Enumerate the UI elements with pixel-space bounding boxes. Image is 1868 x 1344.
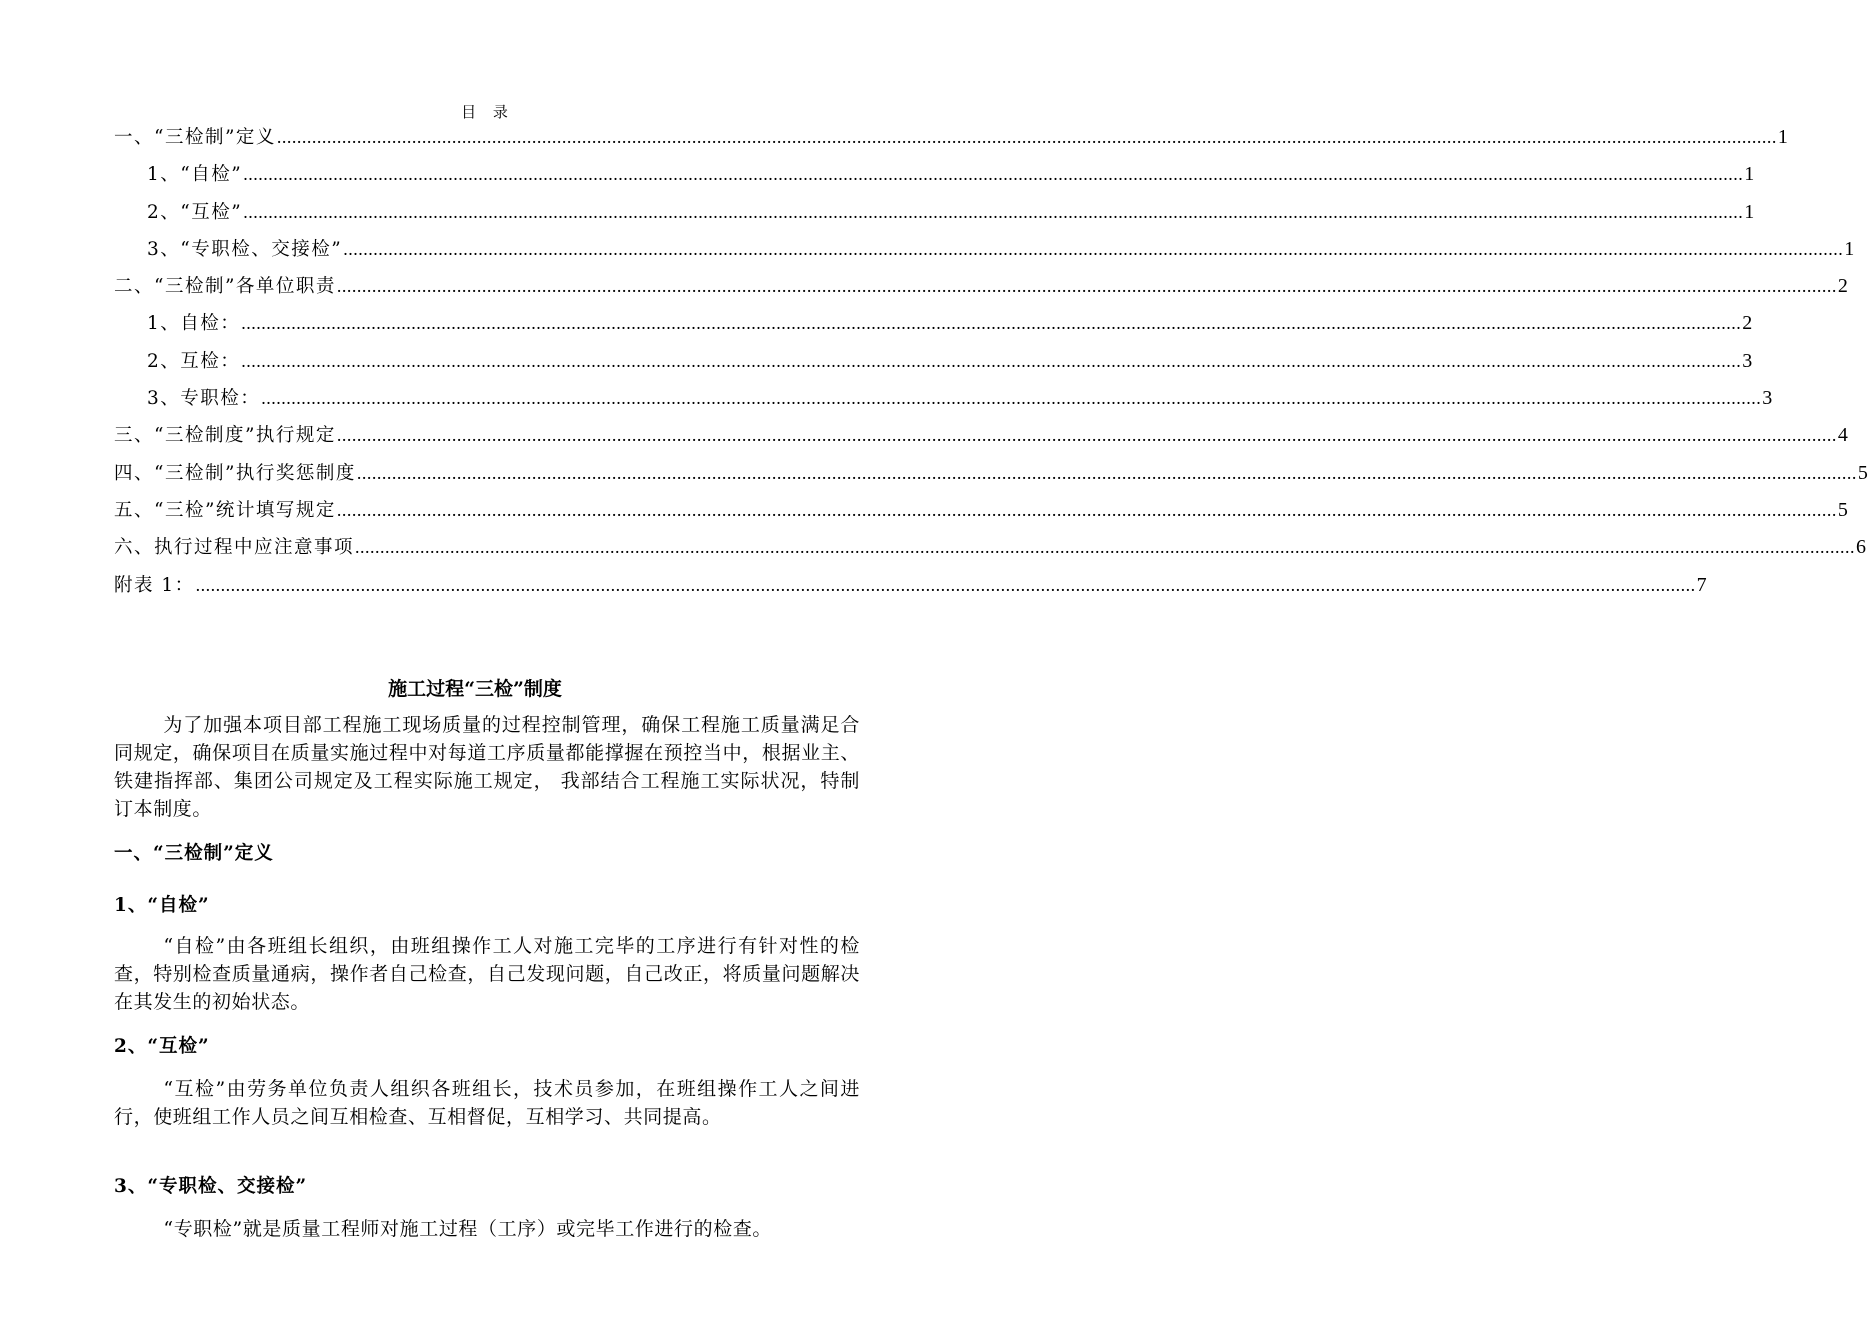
toc-entry-page: 5 xyxy=(1857,461,1868,484)
toc-entry-page: 5 xyxy=(1837,498,1848,521)
subheading-specialist-check: 3、“专职检、交接检” xyxy=(114,1176,308,1197)
toc-entry-label: 1、“自检” xyxy=(147,164,243,186)
toc-entry-page: 3 xyxy=(1742,349,1753,372)
toc-entry[interactable] xyxy=(114,305,1753,342)
toc-entry-page: 1 xyxy=(1844,237,1855,260)
toc-entry-page: 3 xyxy=(1762,387,1773,410)
toc-entry[interactable] xyxy=(114,380,1773,417)
toc-entry-page: 2 xyxy=(1742,312,1753,335)
toc-entry-label: 三、“三检制度”执行规定 xyxy=(114,425,336,447)
mutual-check-paragraph: “互检”由劳务单位负责人组织各班组长，技术员参加，在班组操作工人之间进行，使班组工作人员之间互相检查、互相督促，互相学习、共同提高。 xyxy=(114,1078,860,1128)
toc-entry-page: 1 xyxy=(1744,163,1755,186)
self-check-paragraph: “自检”由各班组长组织，由班组操作工人对施工完毕的工序进行有针对性的检查，特别检查质量通病，操作者自己检查，自己发现问题，自己改正，将质量问题解决在其发生的初始状态。 xyxy=(114,935,860,1013)
toc-leader-dots: ............................................................................................................................................................................................................................................................................................................ xyxy=(343,238,1844,259)
toc-leader-dots: ............................................................................................................................................................................................................................................................................................................ xyxy=(356,462,1857,483)
toc-entry[interactable] xyxy=(114,455,1868,492)
toc-leader-dots: ............................................................................................................................................................................................................................................................................................................ xyxy=(336,425,1837,446)
toc-entry[interactable] xyxy=(114,231,1855,268)
subheading-self-check: 1、“自检” xyxy=(114,895,210,916)
toc-leader-dots: ............................................................................................................................................................................................................................................................................................................ xyxy=(243,164,1744,185)
toc-entry[interactable] xyxy=(114,529,1867,566)
subheading-mutual-check: 2、“互检” xyxy=(114,1036,210,1057)
intro-paragraph: 为了加强本项目部工程施工现场质量的过程控制管理，确保工程施工质量满足合同规定，确保项目在质量实施过程中对每道工序质量都能撑握在预控当中，根据业主、铁建指挥部、集团公司规定及工程实际施工规定， 我部结合工程施工实际状况，特制订本制度。 xyxy=(114,714,860,820)
specialist-check-paragraph: “专职检”就是质量工程师对施工过程（工序）或完毕工作进行的检查。 xyxy=(163,1218,773,1240)
toc-entry-label: 五、“三检”统计填写规定 xyxy=(114,499,336,521)
toc-entry-label: 2、互检： xyxy=(147,350,241,372)
toc-entry-page: 1 xyxy=(1744,200,1755,223)
toc-entry[interactable] xyxy=(114,492,1848,529)
toc-entry-page: 2 xyxy=(1837,275,1848,298)
toc-entry-page: 4 xyxy=(1837,424,1848,447)
toc-leader-dots: ............................................................................................................................................................................................................................................................................................................ xyxy=(241,350,1742,371)
toc-entry-label: 一、“三检制”定义 xyxy=(114,127,276,148)
toc-leader-dots: ............................................................................................................................................................................................................................................................................................................ xyxy=(276,127,1777,147)
toc-entry-label: 2、“互检” xyxy=(147,201,243,223)
toc-leader-dots: ............................................................................................................................................................................................................................................................................................................ xyxy=(336,276,1837,297)
toc-leader-dots: ............................................................................................................................................................................................................................................................................................................ xyxy=(195,574,1696,595)
toc-entry-page: 6 xyxy=(1856,536,1867,559)
toc-leader-dots: ............................................................................................................................................................................................................................................................................................................ xyxy=(261,388,1762,409)
toc-entry-label: 二、“三检制”各单位职责 xyxy=(114,276,336,298)
toc-entry[interactable] xyxy=(114,268,1848,305)
section-heading-definition: 一、“三检制”定义 xyxy=(114,843,274,864)
toc-entry-label: 四、“三检制”执行奖惩制度 xyxy=(114,462,356,484)
toc-leader-dots: ............................................................................................................................................................................................................................................................................................................ xyxy=(241,313,1742,334)
toc-leader-dots: ............................................................................................................................................................................................................................................................................................................ xyxy=(336,499,1837,520)
toc-entry[interactable] xyxy=(114,119,1788,156)
toc-entry-label: 附表 1： xyxy=(114,574,195,596)
toc-leader-dots: ............................................................................................................................................................................................................................................................................................................ xyxy=(243,201,1744,222)
document-title: 施工过程“三检”制度 xyxy=(388,678,562,700)
toc-entry-label: 3、专职检： xyxy=(147,388,261,410)
toc-entry-label: 六、执行过程中应注意事项 xyxy=(114,537,355,559)
toc-entry[interactable] xyxy=(114,194,1755,231)
toc-entry-page: 1 xyxy=(1777,126,1788,148)
toc-entry-label: 3、“专职检、交接检” xyxy=(147,238,343,260)
toc-entry[interactable] xyxy=(114,343,1753,380)
toc-entry-label: 1、自检： xyxy=(147,313,241,335)
toc-entry[interactable] xyxy=(114,156,1755,193)
toc-leader-dots: ............................................................................................................................................................................................................................................................................................................ xyxy=(355,537,1856,558)
toc-entry[interactable] xyxy=(114,417,1848,454)
toc-entry-page: 7 xyxy=(1696,573,1707,596)
toc-entry[interactable] xyxy=(114,567,1707,604)
toc-title: 目 录 xyxy=(461,103,514,121)
table-of-contents xyxy=(114,119,1868,604)
